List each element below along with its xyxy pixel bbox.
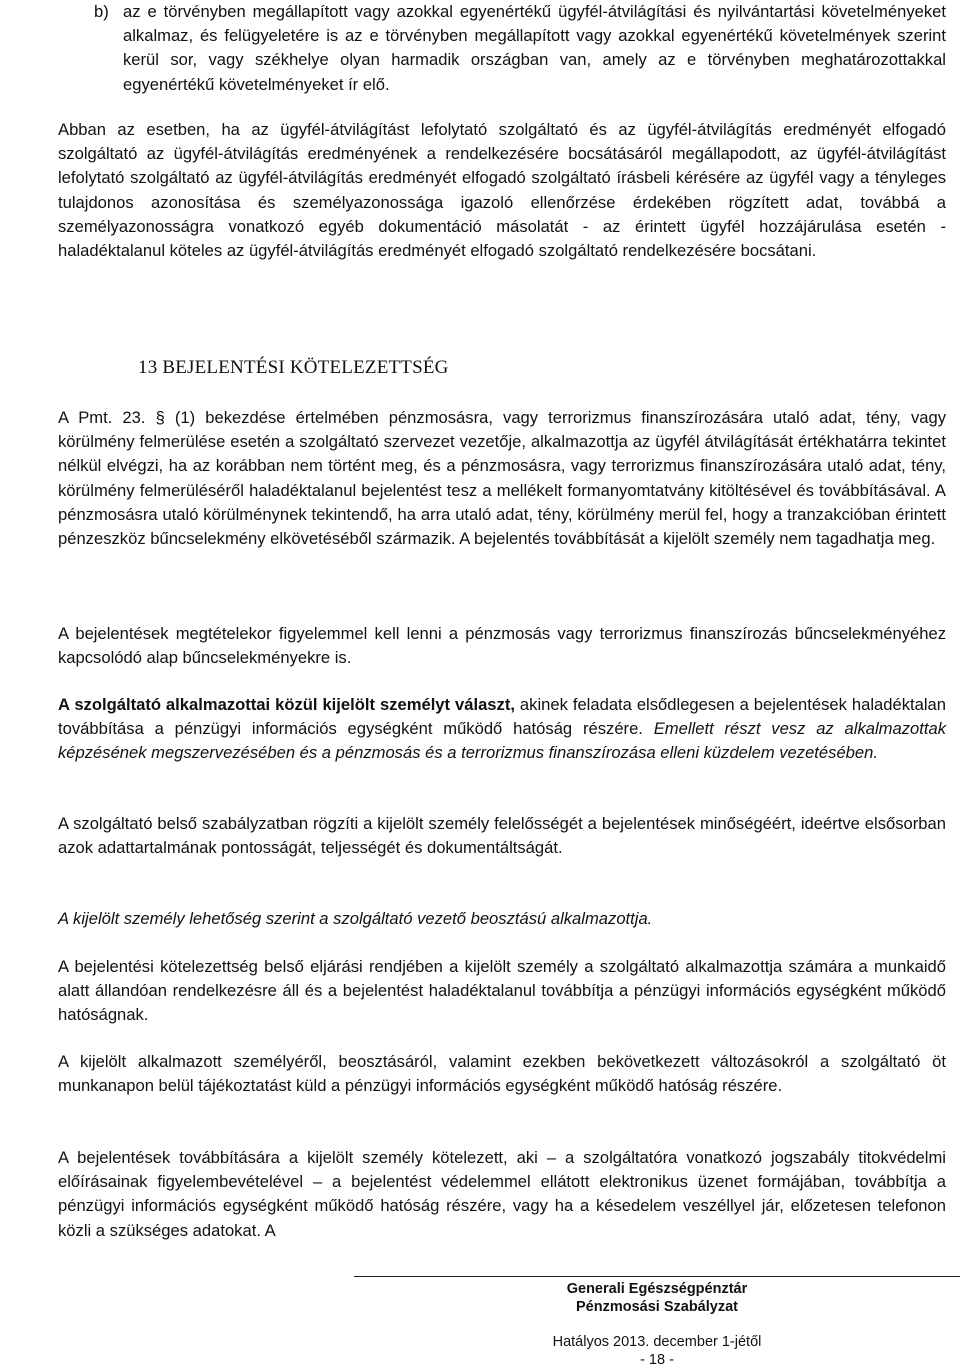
paragraph-eljarasi-rend: A bejelentési kötelezettség belső eljárási rendjében a kijelölt személy a szolgáltató alkalmazottja számára a munkaidő alatt állandóan rendelkezésre áll és a bejelentést haladéktalanul továbbítja a pénzügyi információs egységként működő hatóságnak. <box>58 957 946 1025</box>
paragraph-lehetoseg: A kijelölt személy lehetőség szerint a szolgáltató vezető beosztású alkalmazottja. <box>58 909 653 928</box>
paragraph-valtozas: A kijelölt alkalmazott személyéről, beosztásáról, valamint ezekben bekövetkezett változásokról a szolgáltató öt munkanapon belül tájékoztatást küld a pénzügyi információs egységként működő hatóság részére. <box>58 1052 946 1096</box>
paragraph-abban: Abban az esetben, ha az ügyfél-átvilágítást lefolytató szolgáltató és az ügyfél-átvilágítás eredményét elfogadó szolgáltató az ügyfél-átvilágítás eredményének a rendelkezésére bocsátásáról megállapodott, az ügyfél-átvilágítást lefolytató szolgáltató az ügyfél-átvilágítás eredményét elfogadó szolgáltató írásbeli kérésére az ügyfél vagy a tényleges tulajdonos azonosítása és személyazonossága igazoló ellenőrzése érdekében rögzített adat, továbbá a személyazonosságra vonatkozó egyéb dokumentáció másolatát - az érintett ügyfél hozzájárulása esetén - haladéktalanul köteles az ügyfél-átvilágítás eredményét elfogadó szolgáltató rendelkezésére bocsátani. <box>58 120 946 261</box>
paragraph-figyelem: A bejelentések megtételekor figyelemmel kell lenni a pénzmosás vagy terrorizmus finanszírozás bűncselekményéhez kapcsolódó alap bűncselekményekre is. <box>58 624 946 668</box>
paragraph-kijelolt-szemely <box>58 693 946 766</box>
list-marker: b) <box>94 2 109 21</box>
emphasis-bold: A szolgáltató alkalmazottai közül kijelölt személyt választ, <box>58 695 515 714</box>
footer-page-number: - 18 - <box>640 1352 674 1368</box>
footer-document-title: Pénzmosási Szabályzat <box>576 1299 738 1315</box>
paragraph-tovabbitas: A bejelentések továbbítására a kijelölt személy kötelezett, aki – a szolgáltatóra vonatkozó jogszabály titokvédelmi előírásainak figyelembevételével – a bejelentést védelemmel ellátott elektronikus üzenet formájában, továbbítja a pénzügyi információs egységként működő hatóság részére, vagy ha a késedelem veszéllyel jár, előzetesen telefonon közli a szükséges adatokat. A <box>58 1148 946 1240</box>
section-heading: 13 BEJELENTÉSI KÖTELEZETTSÉG <box>138 357 449 378</box>
list-item-text: az e törvényben megállapított vagy azokkal egyenértékű ügyfél-átvilágítási és nyilvántartási követelményeket alkalmaz, és felügyeletére is az e törvényben megállapított vagy azokkal egyenértékű követelmények szerint kerül sor, vagy székhelye olyan harmadik országban van, amely az e törvényben meghatározottakkal egyenértékű követelményeket ír elő. <box>123 2 946 94</box>
footer-company: Generali Egészségpénztár <box>566 1281 748 1297</box>
emphasis-italic: Emellett részt vesz az alkalmazottak képzésének megszervezésében és a pénzmosás és a terrorizmus finanszírozása elleni küzdelem vezetésében. <box>58 719 946 763</box>
plain-text: akinek feladata elsődlegesen a bejelentések haladéktalan továbbítása a pénzügyi információs egységként működő hatóság részére. <box>58 695 946 739</box>
paragraph-belso-szabalyzat: A szolgáltató belső szabályzatban rögzíti a kijelölt személy felelősségét a bejelentések minőségéért, ideértve elsősorban azok adattartalmának pontosságát, teljességét és dokumentáltságát. <box>58 814 946 858</box>
footer-divider <box>354 1276 960 1277</box>
footer-effective-date: Hatályos 2013. december 1-jétől <box>552 1334 762 1350</box>
paragraph-pmt: A Pmt. 23. § (1) bekezdése értelmében pénzmosásra, vagy terrorizmus finanszírozására utaló adat, tény, vagy körülmény felmerülése esetén a szolgáltató szervezet vezetője, alkalmazottja az ügyfél átvilágítását értékhatárra tekintet nélkül elvégzi, ha az korábban nem történt meg, és a pénzmosásra, vagy terrorizmus finanszírozására utaló adat, tény, körülmény felmerüléséről haladéktalanul bejelentést tesz a mellékelt formanyomtatvány kitöltésével és továbbításával. A pénzmosásra utaló körülménynek tekintendő, ha arra utaló adat, tény, körülmény merül fel, hogy a tranzakcióban érintett pénzeszköz bűncselekmény elkövetéséből származik. A bejelentés továbbítását a kijelölt személy nem tagadhatja meg. <box>58 408 946 549</box>
list-item-b <box>58 0 946 97</box>
